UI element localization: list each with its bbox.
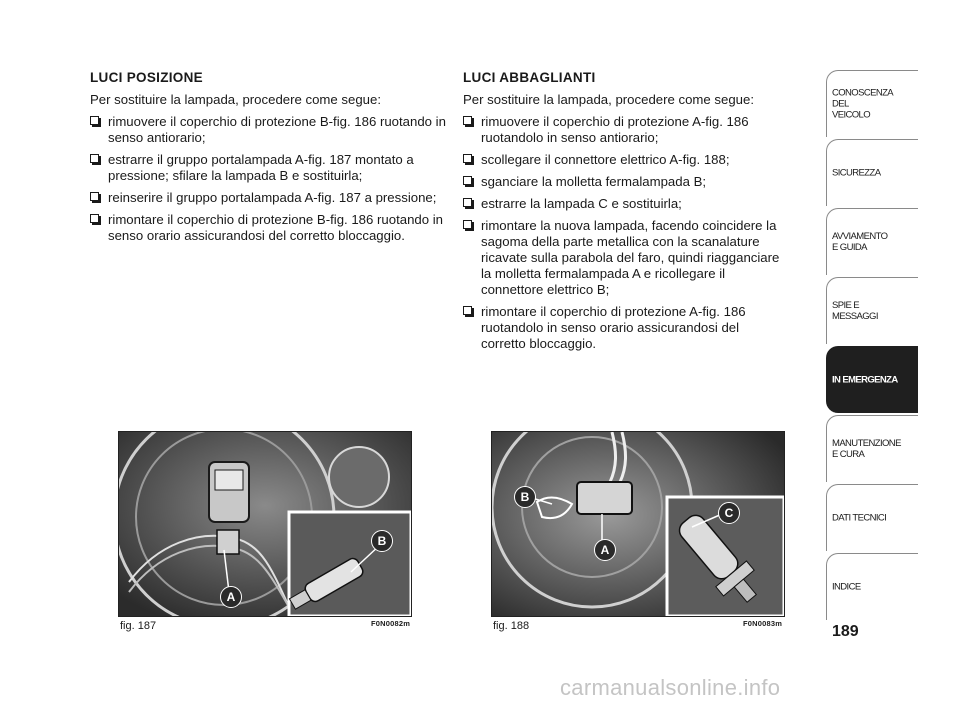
list-item: rimontare la nuova lampada, facendo coincidere la sagoma della parte metallica con la scanalature ricavate sulla parabola del faro, quindi riagganciare la molletta fermalampada A e ricollegare il connettore elettrico B; — [463, 218, 785, 298]
checkbox-bullet-icon — [463, 220, 472, 229]
section-intro: Per sostituire la lampada, procedere come segue: — [463, 92, 755, 107]
figure-caption: fig. 187 — [120, 620, 157, 632]
section-luci-posizione — [90, 70, 448, 250]
list-item: rimontare il coperchio di protezione B-fig. 186 ruotando in senso orario assicurandosi del corretto bloccaggio. — [90, 212, 448, 244]
list-item: rimontare il coperchio di protezione A-fig. 186 ruotandolo in senso orario assicurandosi del corretto bloccaggio. — [463, 304, 785, 352]
tab-conoscenza-del-veicolo[interactable]: CONOSCENZA DEL VEICOLO — [826, 70, 918, 137]
callout-a: A — [594, 539, 616, 561]
section-luci-abbaglianti — [463, 70, 785, 358]
step-list — [463, 114, 785, 352]
list-item: scollegare il connettore elettrico A-fig. 188; — [463, 152, 785, 168]
step-list — [90, 114, 448, 244]
figure-188-image — [491, 431, 785, 617]
tab-dati-tecnici[interactable]: DATI TECNICI — [826, 484, 918, 551]
watermark: carmanualsonline.info — [560, 675, 781, 700]
page-number: 189 — [832, 623, 859, 640]
checkbox-bullet-icon — [90, 214, 99, 223]
figure-code: F0N0082m — [371, 619, 411, 628]
figure-187-image — [118, 431, 412, 617]
list-item: estrarre la lampada C e sostituirla; — [463, 196, 785, 212]
headlamp-position-light-illustration — [119, 432, 411, 616]
figure-caption: fig. 188 — [493, 620, 530, 632]
checkbox-bullet-icon — [90, 154, 99, 163]
checkbox-bullet-icon — [463, 116, 472, 125]
tab-avviamento-e-guida[interactable]: AVVIAMENTO E GUIDA — [826, 208, 918, 275]
checkbox-bullet-icon — [463, 154, 472, 163]
headlamp-high-beam-illustration — [492, 432, 784, 616]
section-heading: LUCI ABBAGLIANTI — [463, 70, 596, 85]
tab-in-emergenza[interactable]: IN EMERGENZA — [826, 346, 918, 413]
list-item: sganciare la molletta fermalampada B; — [463, 174, 785, 190]
tab-manutenzione-e-cura[interactable]: MANUTENZIONE E CURA — [826, 415, 918, 482]
callout-a: A — [220, 586, 242, 608]
chapter-tabs — [826, 70, 918, 622]
callout-b: B — [514, 486, 536, 508]
list-item: rimuovere il coperchio di protezione B-fig. 186 ruotando in senso antiorario; — [90, 114, 448, 146]
list-item: rimuovere il coperchio di protezione A-fig. 186 ruotandolo in senso antiorario; — [463, 114, 785, 146]
checkbox-bullet-icon — [463, 198, 472, 207]
checkbox-bullet-icon — [463, 306, 472, 315]
checkbox-bullet-icon — [90, 116, 99, 125]
list-item: estrarre il gruppo portalampada A-fig. 187 montato a pressione; sfilare la lampada B e sostituirla; — [90, 152, 448, 184]
tab-sicurezza[interactable]: SICUREZZA — [826, 139, 918, 206]
callout-c: C — [718, 502, 740, 524]
section-heading: LUCI POSIZIONE — [90, 70, 203, 85]
list-item: reinserire il gruppo portalampada A-fig. 187 a pressione; — [90, 190, 448, 206]
checkbox-bullet-icon — [90, 192, 99, 201]
section-intro: Per sostituire la lampada, procedere come segue: — [90, 92, 382, 107]
tab-indice[interactable]: INDICE — [826, 553, 918, 620]
callout-b: B — [371, 530, 393, 552]
tab-spie-e-messaggi[interactable]: SPIE E MESSAGGI — [826, 277, 918, 344]
figure-code: F0N0083m — [743, 619, 783, 628]
checkbox-bullet-icon — [463, 176, 472, 185]
